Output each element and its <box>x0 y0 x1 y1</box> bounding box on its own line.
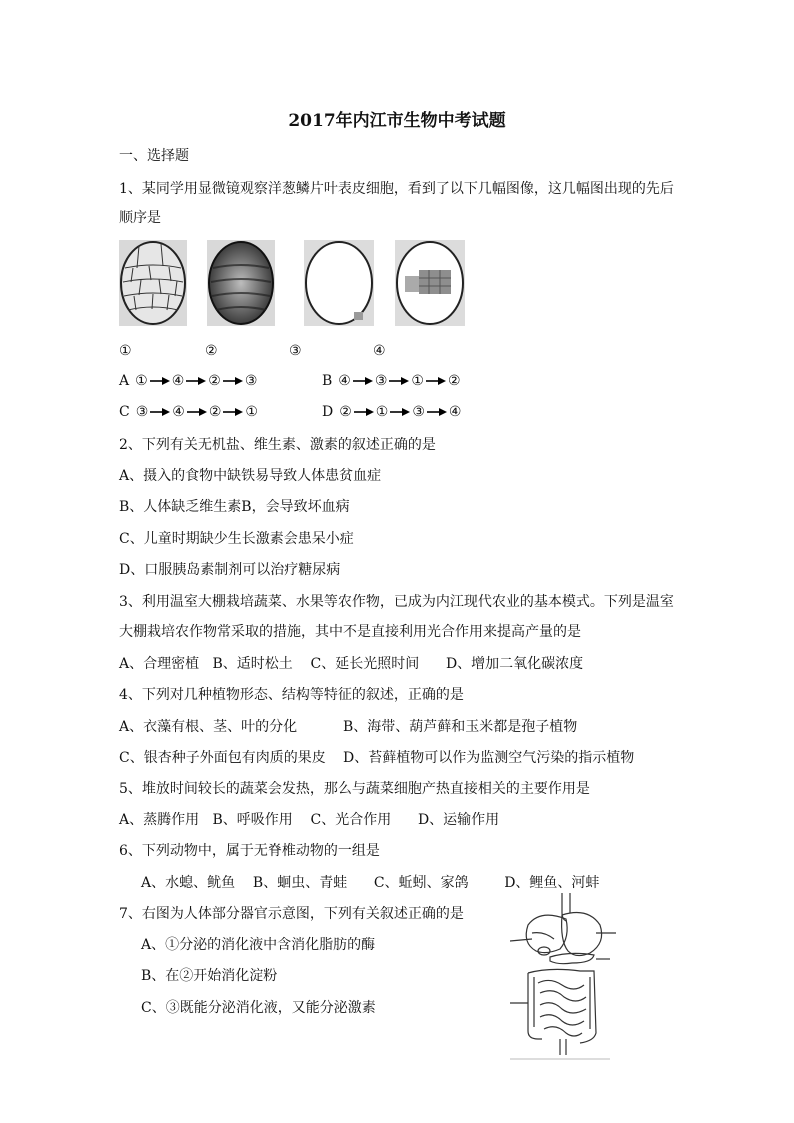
arrow-right-icon <box>390 407 410 417</box>
q3-options: A、合理密植 B、适时松土 C、延长光照时间 D、增加二氧化碳浓度 <box>119 656 584 672</box>
q1-option-b <box>322 373 461 389</box>
q2-option-c: C、儿童时期缺少生长激素会患呆小症 <box>119 531 354 547</box>
seq-item: ③ <box>135 404 149 420</box>
seq-item: ② <box>339 404 352 420</box>
option-label: B <box>322 373 333 389</box>
arrow-right-icon <box>186 376 206 386</box>
seq-item: ④ <box>171 373 185 389</box>
q1-option-c <box>119 404 258 420</box>
q6-stem: 6、下列动物中，属于无脊椎动物的一组是 <box>119 843 380 859</box>
seq-item: ② <box>208 373 221 389</box>
seq-item: ④ <box>448 404 462 420</box>
q3-stem-line2: 大棚栽培农作物常采取的措施，其中不是直接利用光合作用来提高产量的是 <box>119 624 581 640</box>
q3-stem-line1: 3、利用温室大棚栽培蔬菜、水果等农作物，已成为内江现代农业的基本模式。下列是温室 <box>119 594 674 610</box>
arrow-right-icon <box>353 376 373 386</box>
section-heading: 一、选择题 <box>119 148 189 164</box>
arrow-right-icon <box>223 407 243 417</box>
q1-option-d <box>322 404 461 420</box>
q4-option-d: D、苔藓植物可以作为监测空气污染的指示植物 <box>343 750 635 766</box>
seq-item: ① <box>411 373 424 389</box>
option-label: D <box>322 404 334 420</box>
image-label-1: ① <box>119 343 132 359</box>
arrow-right-icon <box>426 376 446 386</box>
seq-item: ① <box>245 404 258 420</box>
seq-item: ③ <box>244 373 258 389</box>
image-label-3: ③ <box>289 343 302 359</box>
seq-item: ③ <box>412 404 425 420</box>
microscope-image-1 <box>119 240 187 326</box>
image-label-2: ② <box>205 343 218 359</box>
option-label: A <box>119 373 130 389</box>
seq-item: ① <box>375 404 389 420</box>
digestive-system-diagram <box>510 893 620 1061</box>
q7-option-a: A、①分泌的消化液中含消化脂肪的酶 <box>141 937 376 953</box>
arrow-right-icon <box>223 376 243 386</box>
q1-stem-line1: 1、某同学用显微镜观察洋葱鳞片叶表皮细胞，看到了以下几幅图像，这几幅图出现的先后 <box>119 181 674 197</box>
q4-option-a: A、衣藻有根、茎、叶的分化 <box>119 719 298 735</box>
image-label-4: ④ <box>373 343 386 359</box>
page-title: 2017年内江市生物中考试题 <box>288 111 506 131</box>
q7-stem: 7、右图为人体部分器官示意图，下列有关叙述正确的是 <box>119 906 464 922</box>
arrow-right-icon <box>389 376 409 386</box>
microscope-image-3 <box>304 240 374 326</box>
seq-item: ② <box>208 404 222 420</box>
q1-stem-line2: 顺序是 <box>119 210 161 226</box>
arrow-right-icon <box>354 407 374 417</box>
seq-item: ④ <box>172 404 185 420</box>
q7-option-c: C、③既能分泌消化液，又能分泌激素 <box>141 1000 376 1016</box>
q4-option-b: B、海带、葫芦藓和玉米都是孢子植物 <box>343 719 578 735</box>
q2-option-b: B、人体缺乏维生素B，会导致坏血病 <box>119 499 350 515</box>
q5-stem: 5、堆放时间较长的蔬菜会发热，那么与蔬菜细胞产热直接相关的主要作用是 <box>119 781 590 797</box>
q5-options: A、蒸腾作用 B、呼吸作用 C、光合作用 D、运输作用 <box>119 812 500 828</box>
arrow-right-icon <box>150 407 170 417</box>
seq-item: ③ <box>374 373 388 389</box>
arrow-right-icon <box>187 407 207 417</box>
seq-item: ① <box>135 373 148 389</box>
q2-stem: 2、下列有关无机盐、维生素、激素的叙述正确的是 <box>119 437 436 453</box>
seq-item: ② <box>447 373 461 389</box>
q2-option-a: A、摄入的食物中缺铁易导致人体患贫血症 <box>119 468 382 484</box>
arrow-right-icon <box>150 376 170 386</box>
microscope-image-4 <box>395 240 465 326</box>
q6-options: A、水螅、鱿鱼 B、蛔虫、青蛙 C、蚯蚓、家鸽 D、鲤鱼、河蚌 <box>141 875 600 891</box>
q4-stem: 4、下列对几种植物形态、结构等特征的叙述，正确的是 <box>119 687 464 703</box>
arrow-right-icon <box>427 407 447 417</box>
option-label: C <box>119 404 130 420</box>
q1-option-a <box>119 373 257 389</box>
q4-option-c: C、银杏种子外面包有肉质的果皮 <box>119 750 326 766</box>
seq-item: ④ <box>338 373 351 389</box>
q7-option-b: B、在②开始消化淀粉 <box>141 968 278 984</box>
q2-option-d: D、口服胰岛素制剂可以治疗糖尿病 <box>119 562 341 578</box>
microscope-image-2 <box>207 240 275 326</box>
